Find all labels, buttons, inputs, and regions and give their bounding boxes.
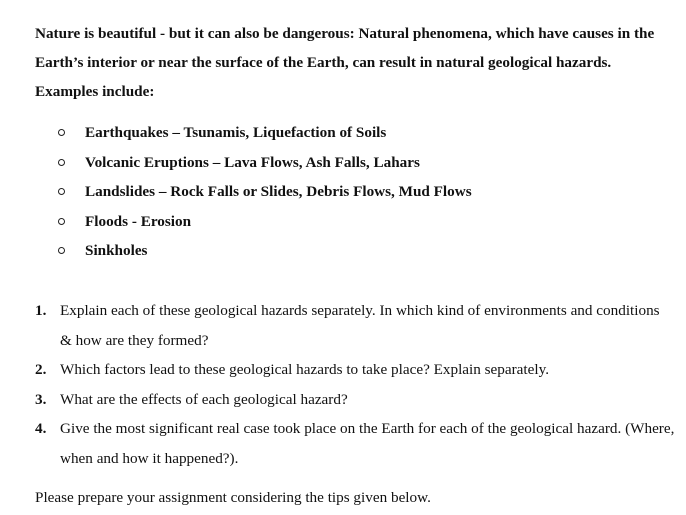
closing-note: Please prepare your assignment considering the tips given below. <box>35 489 431 506</box>
bullet-circle-icon <box>58 159 65 166</box>
question-number: 3. <box>35 390 47 408</box>
bullet-circle-icon <box>58 129 65 136</box>
hazard-item <box>58 148 472 178</box>
question-item <box>35 355 675 385</box>
hazard-item <box>58 177 472 207</box>
bullet-circle-icon <box>58 218 65 225</box>
question-number: 2. <box>35 361 47 378</box>
hazard-label: Landslides – Rock Falls or Slides, Debris Flows, Mud Flows <box>85 183 472 200</box>
intro-paragraph: Nature is beautiful - but it can also be dangerous: Natural phenomena, which have causes in the Earth’s interior or near the surface of the Earth, can result in natural geological hazards. Examples include: <box>35 25 655 100</box>
question-item <box>35 385 675 415</box>
question-text: Which factors lead to these geological hazards to take place? Explain separately. <box>60 361 550 378</box>
hazard-label: Earthquakes – Tsunamis, Liquefaction of Soils <box>85 124 387 141</box>
hazard-label: Floods - Erosion <box>85 212 192 230</box>
hazard-item <box>58 118 472 148</box>
question-text: What are the effects of each geological hazard? <box>60 390 348 408</box>
question-item <box>35 414 675 473</box>
question-number: 4. <box>35 420 47 437</box>
question-number: 1. <box>35 302 47 319</box>
question-text: Explain each of these geological hazards separately. In which kind of environments and conditions & how are they formed? <box>60 302 660 349</box>
hazard-list <box>58 118 472 266</box>
question-text: Give the most significant real case took place on the Earth for each of the geological hazard. (Where, when and how it happened?). <box>60 420 675 467</box>
bullet-circle-icon <box>58 188 65 195</box>
hazard-item <box>58 207 472 237</box>
hazard-label: Sinkholes <box>85 242 148 259</box>
question-list <box>35 296 675 473</box>
hazard-item <box>58 236 472 266</box>
bullet-circle-icon <box>58 247 65 254</box>
question-item <box>35 296 675 355</box>
hazard-label: Volcanic Eruptions – Lava Flows, Ash Falls, Lahars <box>85 153 420 171</box>
